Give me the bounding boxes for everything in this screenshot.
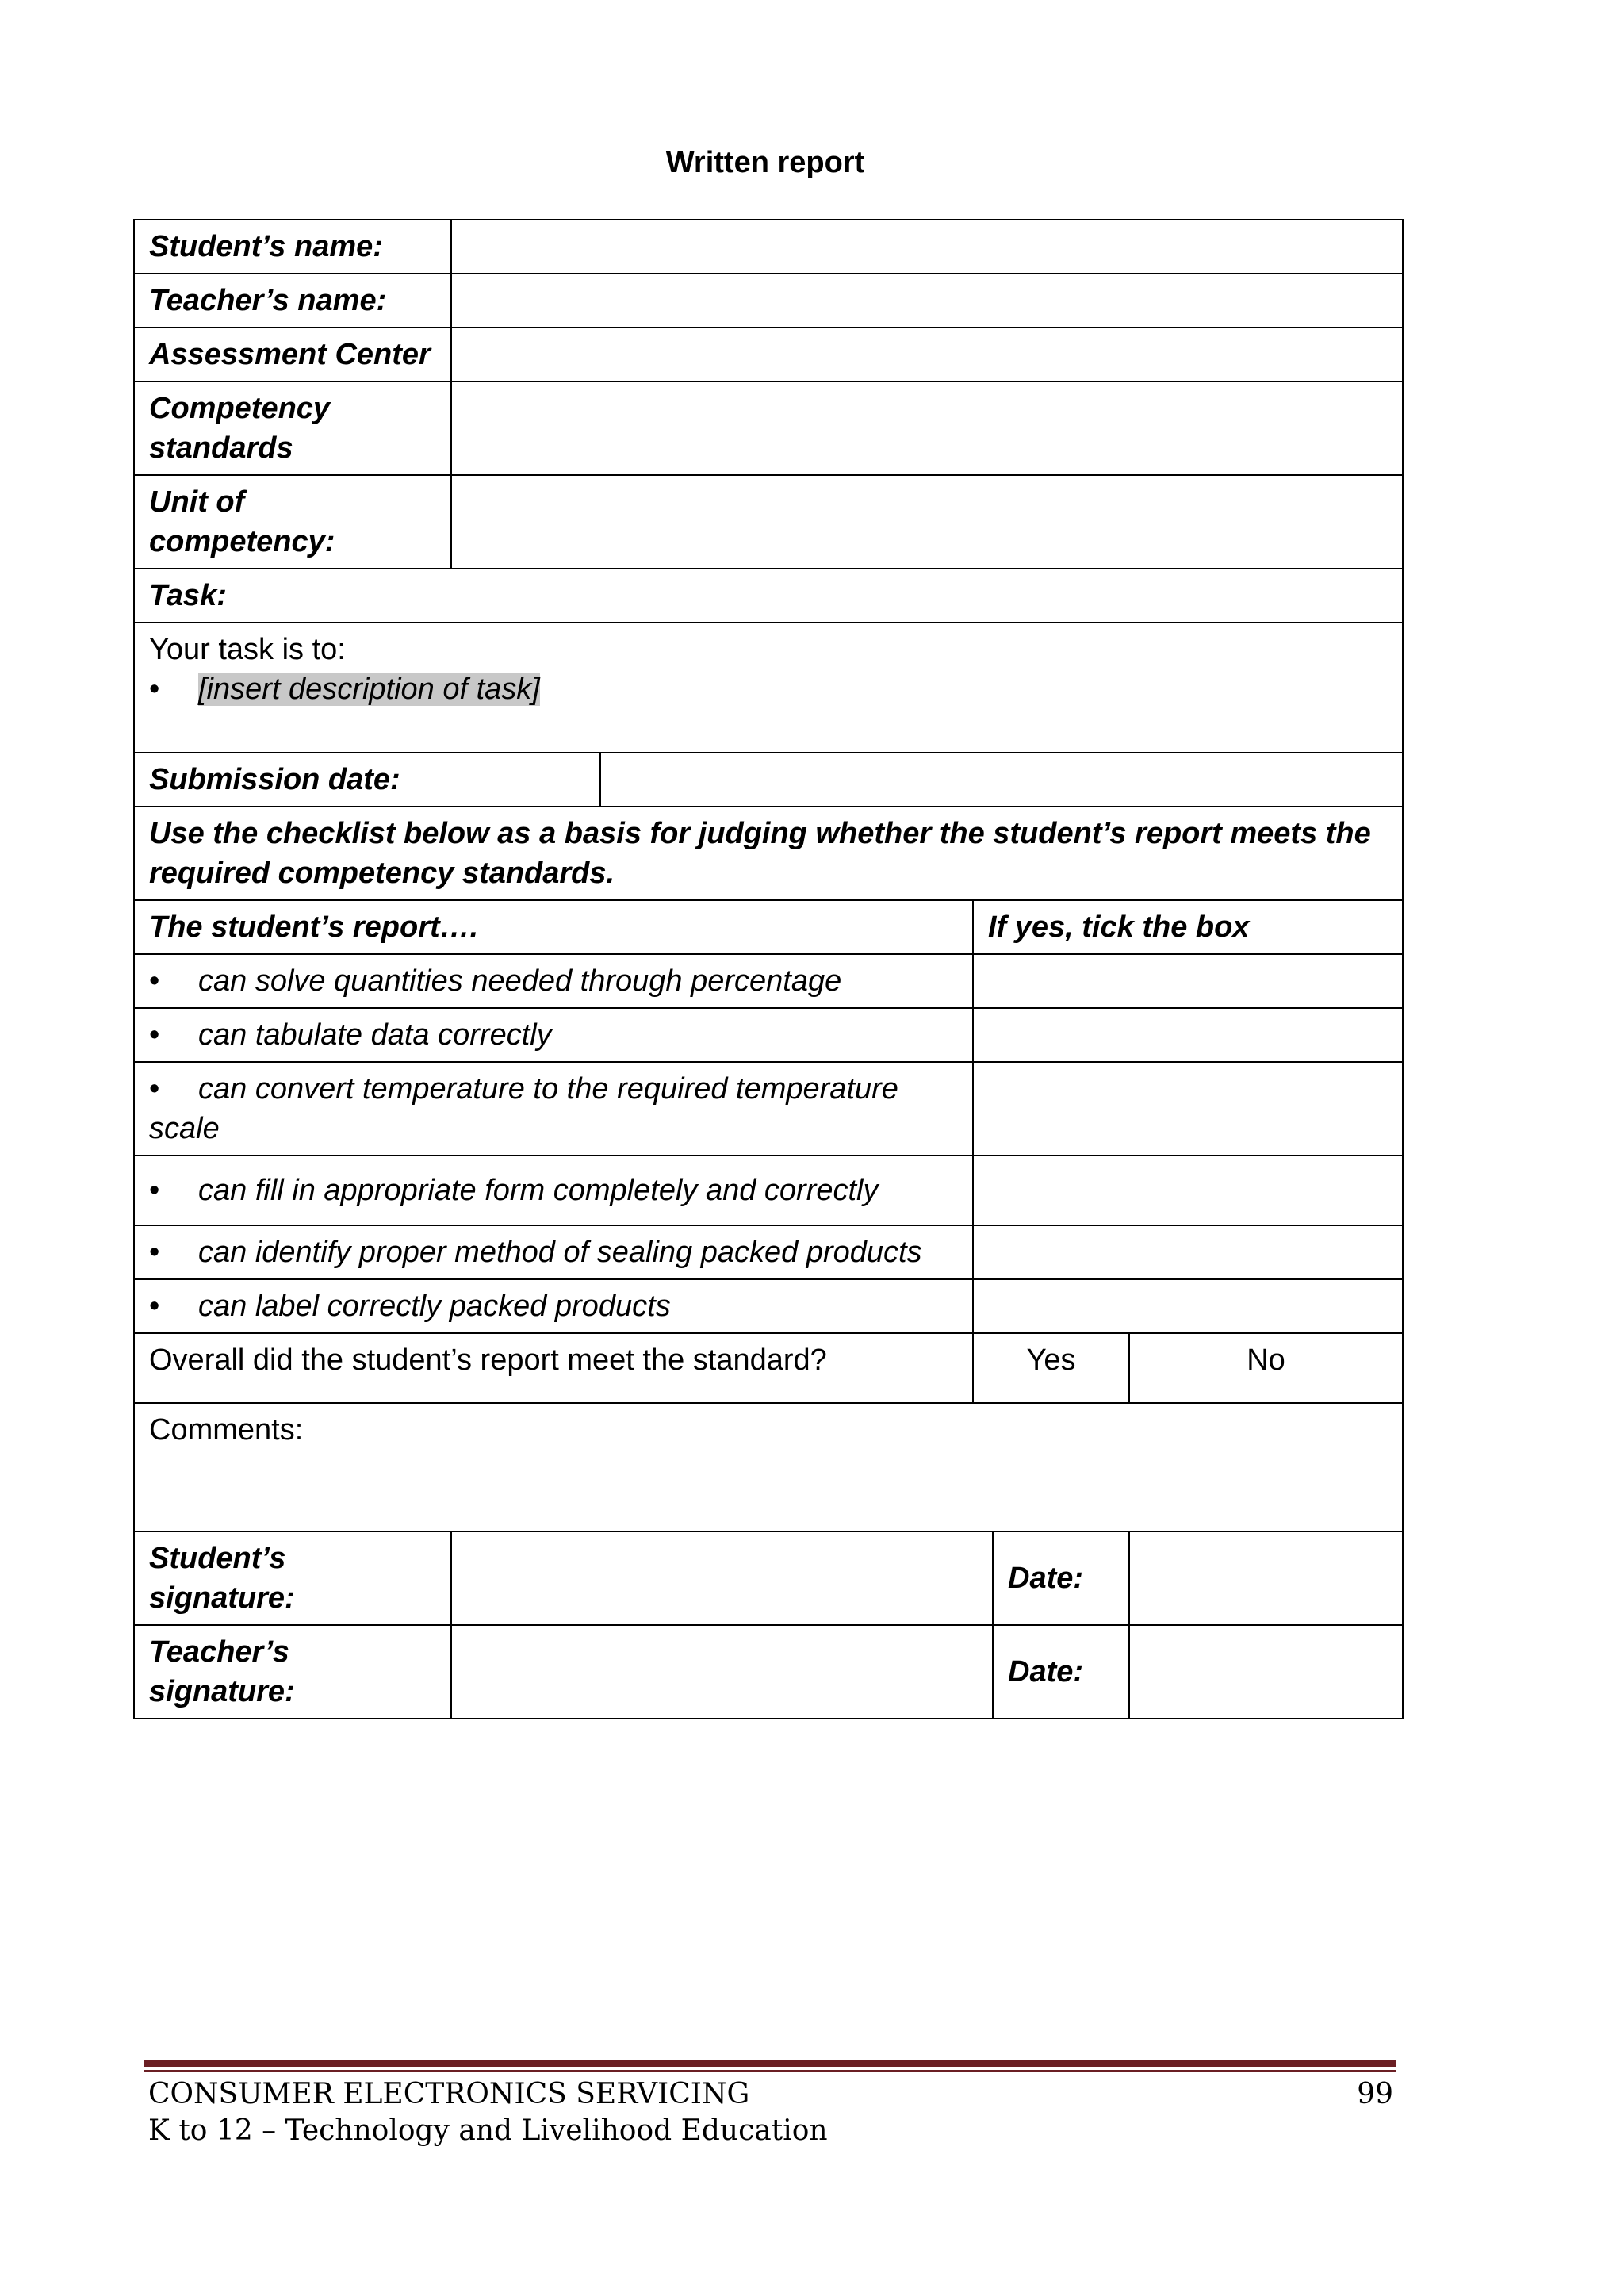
written-report-form [133, 219, 1404, 1719]
tick-box[interactable] [973, 1225, 1403, 1279]
footer-course-title: CONSUMER ELECTRONICS SERVICING [148, 2078, 750, 2110]
checklist-item: • can solve quantities needed through percentage [134, 954, 973, 1008]
tick-box[interactable] [973, 1156, 1403, 1225]
tick-header: If yes, tick the box [973, 900, 1403, 954]
tick-box[interactable] [973, 1062, 1403, 1156]
competency-standards-label: Competency standards [134, 381, 451, 475]
teacher-date-label: Date: [993, 1625, 1129, 1719]
task-label: Task: [134, 569, 1403, 623]
bullet: • [149, 1236, 160, 1269]
student-signature-field[interactable] [451, 1531, 993, 1625]
student-name-row [134, 220, 1403, 274]
checklist-row [134, 1062, 1403, 1156]
checklist-item: • can convert temperature to the required temperature scale [134, 1062, 973, 1156]
unit-of-competency-row [134, 475, 1403, 569]
assessment-center-row [134, 328, 1403, 381]
checklist-row [134, 954, 1403, 1008]
competency-standards-field[interactable] [451, 381, 1403, 475]
submission-date-label: Submission date: [134, 753, 600, 807]
checklist-row [134, 1225, 1403, 1279]
checklist-header-row [134, 900, 1403, 954]
overall-question: Overall did the student’s report meet the standard? [134, 1333, 973, 1403]
footer-program-title: K to 12 – Technology and Livelihood Education [148, 2114, 828, 2147]
bullet: • [149, 1018, 160, 1052]
teacher-name-label: Teacher’s name: [134, 274, 451, 328]
checklist-item: • can tabulate data correctly [134, 1008, 973, 1062]
submission-date-row [134, 753, 1403, 807]
teacher-signature-row [134, 1625, 1403, 1719]
assessment-center-label: Assessment Center [134, 328, 451, 381]
unit-of-competency-label: Unit of competency: [134, 475, 451, 569]
report-header: The student’s report…. [134, 900, 973, 954]
teacher-signature-label: Teacher’s signature: [134, 1625, 451, 1719]
checklist-item: • can label correctly packed products [134, 1279, 973, 1333]
student-signature-row [134, 1531, 1403, 1625]
checklist-row [134, 1008, 1403, 1062]
task-placeholder[interactable]: [insert description of task] [198, 673, 540, 706]
teacher-date-field[interactable] [1129, 1625, 1403, 1719]
footer-rule-thin [144, 2070, 1396, 2072]
bullet: • [149, 673, 160, 706]
checklist-row [134, 1156, 1403, 1225]
task-description-row [134, 623, 1403, 753]
page-title: Written report [665, 146, 865, 179]
tick-box[interactable] [973, 954, 1403, 1008]
checklist-instruction: Use the checklist below as a basis for judging whether the student’s report meets the required competency standards. [134, 807, 1403, 900]
page-footer [148, 2076, 1393, 2149]
comments-field[interactable] [134, 1403, 1403, 1531]
comments-label: Comments: [149, 1413, 304, 1447]
student-signature-label: Student’s signature: [134, 1531, 451, 1625]
comments-row [134, 1403, 1403, 1531]
task-bullet-item [149, 669, 1388, 709]
footer-rule [144, 2060, 1396, 2067]
no-option[interactable]: No [1129, 1333, 1403, 1403]
checklist-item: • can fill in appropriate form completely and correctly [134, 1156, 973, 1225]
competency-standards-row [134, 381, 1403, 475]
task-description [134, 623, 1403, 753]
overall-row [134, 1333, 1403, 1403]
task-row [134, 569, 1403, 623]
bullet: • [149, 1072, 160, 1106]
teacher-signature-field[interactable] [451, 1625, 993, 1719]
bullet: • [149, 1174, 160, 1207]
page-number: 99 [1357, 2078, 1393, 2110]
student-date-label: Date: [993, 1531, 1129, 1625]
task-intro: Your task is to: [149, 633, 346, 666]
checklist-item: • can identify proper method of sealing packed products [134, 1225, 973, 1279]
student-name-label: Student’s name: [134, 220, 451, 274]
bullet: • [149, 964, 160, 998]
bullet: • [149, 1290, 160, 1323]
teacher-name-field[interactable] [451, 274, 1403, 328]
assessment-center-field[interactable] [451, 328, 1403, 381]
tick-box[interactable] [973, 1008, 1403, 1062]
checklist-instruction-row [134, 807, 1403, 900]
unit-of-competency-field[interactable] [451, 475, 1403, 569]
teacher-name-row [134, 274, 1403, 328]
student-date-field[interactable] [1129, 1531, 1403, 1625]
checklist-row [134, 1279, 1403, 1333]
yes-option[interactable]: Yes [973, 1333, 1129, 1403]
submission-date-field[interactable] [600, 753, 1403, 807]
student-name-field[interactable] [451, 220, 1403, 274]
tick-box[interactable] [973, 1279, 1403, 1333]
